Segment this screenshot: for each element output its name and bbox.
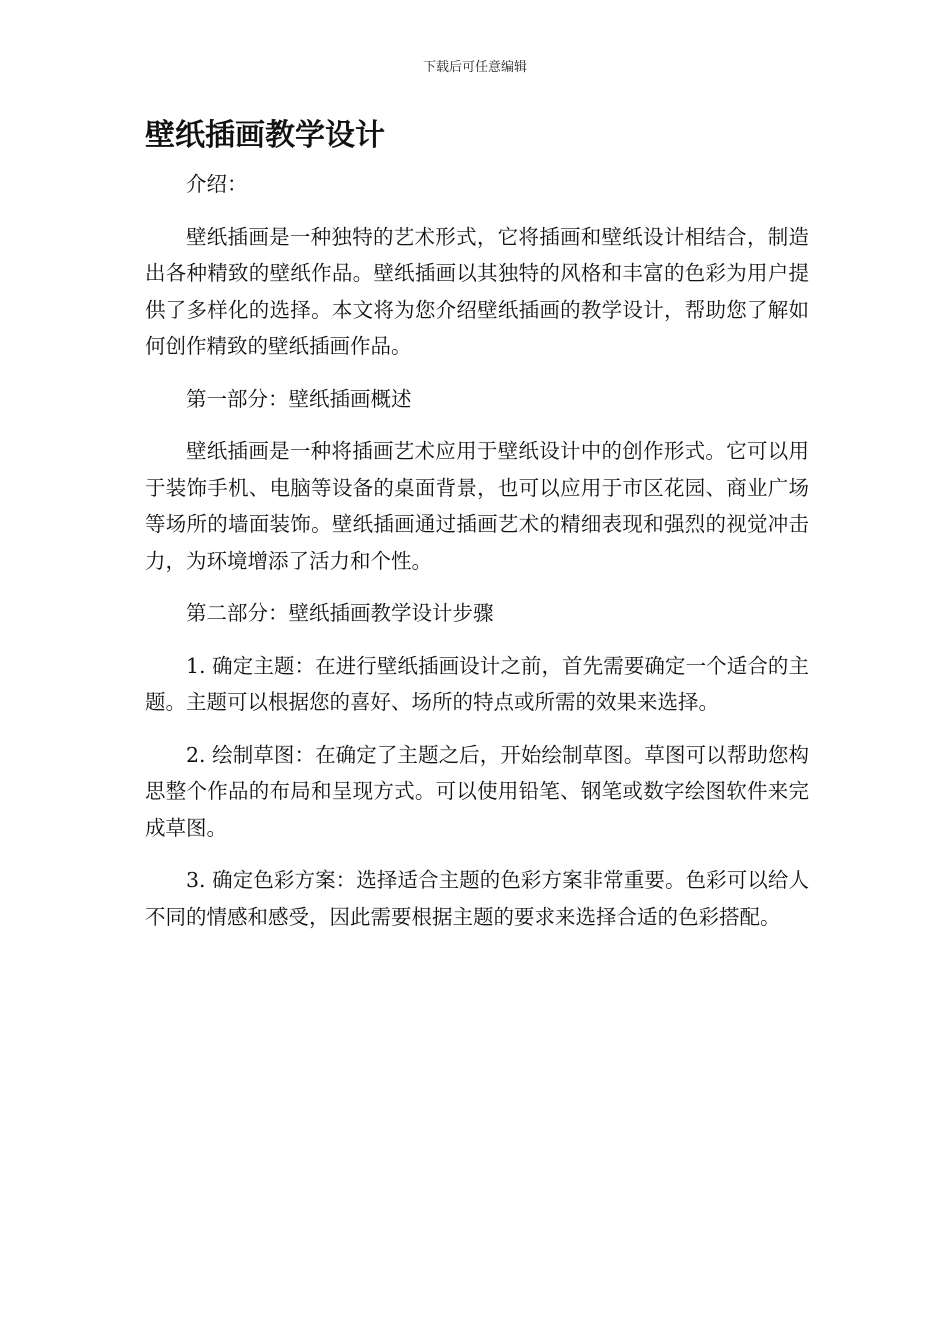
intro-heading: 介绍： <box>186 172 248 196</box>
section-1-paragraph: 壁纸插画是一种将插画艺术应用于壁纸设计中的创作形式。它可以用于装饰手机、电脑等设备的桌面背景，也可以应用于市区花园、商业广场等场所的墙面装饰。壁纸插画通过插画艺术的精细表现和强烈的视觉冲击力，为环境增添了活力和个性。 <box>145 439 809 573</box>
document-title: 壁纸插画教学设计 <box>145 118 385 153</box>
step-1-paragraph: 1. 确定主题：在进行壁纸插画设计之前，首先需要确定一个适合的主题。主题可以根据您的喜好、场所的特点或所需的效果来选择。 <box>145 653 809 714</box>
step-3-paragraph: 3. 确定色彩方案：选择适合主题的色彩方案非常重要。色彩可以给人不同的情感和感受，因此需要根据主题的要求来选择合适的色彩搭配。 <box>145 868 809 929</box>
step-2-paragraph: 2. 绘制草图：在确定了主题之后，开始绘制草图。草图可以帮助您构思整个作品的布局和呈现方式。可以使用铅笔、钢笔或数字绘图软件来完成草图。 <box>145 742 809 840</box>
section-2-heading: 第二部分：壁纸插画教学设计步骤 <box>186 601 494 625</box>
page-header-note: 下载后可任意编辑 <box>422 60 527 75</box>
document-body <box>145 166 809 951</box>
section-1-heading: 第一部分：壁纸插画概述 <box>186 386 412 411</box>
intro-paragraph: 壁纸插画是一种独特的艺术形式，它将插画和壁纸设计相结合，制造出各种精致的壁纸作品。壁纸插画以其独特的风格和丰富的色彩为用户提供了多样化的选择。本文将为您介绍壁纸插画的教学设计，帮助您了解如何创作精致的壁纸插画作品。 <box>145 224 809 358</box>
